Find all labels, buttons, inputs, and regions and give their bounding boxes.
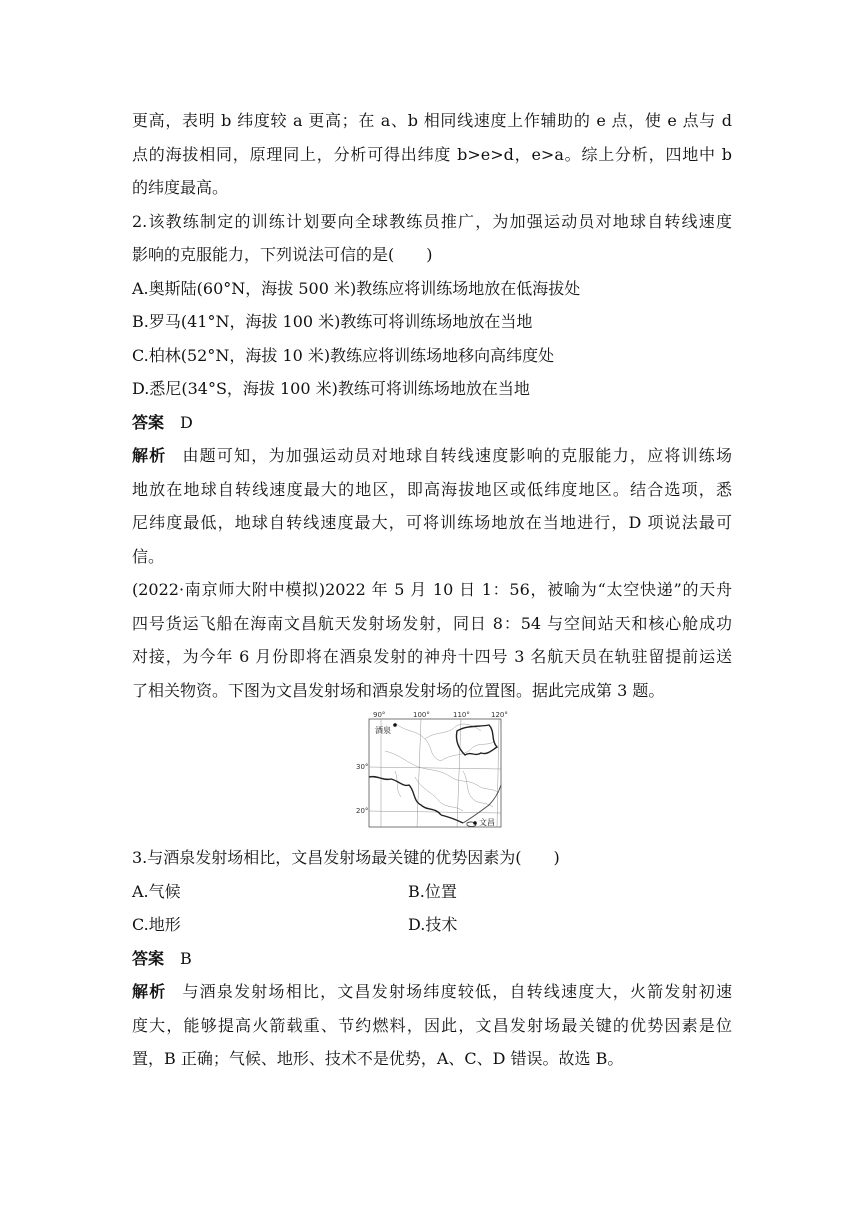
passage-line-1: (2022·南京师大附中模拟)2022 年 5 月 10 日 1：56，被喻为“太空快递”的天舟 (132, 580, 732, 599)
q2-option-b: B.罗马(41°N，海拔 100 米)教练可将训练场地放在当地 (132, 312, 533, 331)
q3-analysis-text-1: 与酒泉发射场相比，文昌发射场纬度较低，自转线速度大，火箭发射初速 (182, 982, 732, 1001)
q2-answer (132, 406, 732, 440)
lon-tick-100: 100° (413, 711, 430, 719)
passage-line-2: 四号货运飞船在海南文昌航天发射场发射，同日 8：54 与空间站天和核心舱成功 (132, 613, 732, 633)
q2-option-a: A.奥斯陆(60°N，海拔 500 米)教练应将训练场地放在低海拔处 (132, 278, 581, 298)
q2-answer-label: 答案 (132, 412, 165, 432)
lat-tick-20: 20° (356, 807, 369, 815)
document-page (132, 104, 732, 1076)
intro-line-3: 的纬度最高。 (132, 178, 229, 197)
q3-analysis-line-3: 置，B 正确；气候、地形、技术不是优势，A、C、D 错误。故选 B。 (132, 1049, 624, 1068)
q2-analysis-label: 解析 (132, 446, 167, 465)
lon-tick-110: 110° (453, 711, 470, 719)
q2-analysis-line-1 (132, 439, 732, 473)
q2-stem-line-2: 影响的克服能力，下列说法可信的是( ) (132, 245, 433, 264)
intro-line-1: 更高，表明 b 纬度较 a 更高；在 a、b 相同线速度上作辅助的 e 点，使 e 点与 d (132, 111, 732, 130)
q3-analysis-label: 解析 (132, 982, 167, 1001)
lon-tick-120: 120° (491, 711, 508, 719)
q3-option-d: D.技术 (408, 915, 458, 934)
q2-answer-value: D (180, 412, 193, 432)
wenchang-marker (473, 821, 477, 825)
q3-stem: 3.与酒泉发射场相比，文昌发射场最关键的优势因素为( ) (132, 848, 560, 867)
q3-analysis-line-2: 度大，能够提高火箭载重、节约燃料，因此，文昌发射场最关键的优势因素是位 (132, 1015, 732, 1035)
q3-option-a: A.气候 (132, 881, 181, 901)
wenchang-label: 文昌 (479, 818, 495, 827)
q3-answer-label: 答案 (132, 948, 165, 968)
launch-site-map (355, 711, 509, 837)
q3-option-b: B.位置 (408, 881, 457, 901)
q2-analysis-line-3: 尼纬度最低，地球自转线速度最大，可将训练场地放在当地进行，D 项说法最可 (132, 513, 732, 532)
q2-option-c: C.柏林(52°N，海拔 10 米)教练应将训练场地移向高纬度处 (132, 345, 555, 365)
jiuquan-marker (393, 723, 397, 727)
q2-analysis-line-4: 信。 (132, 546, 165, 566)
q3-answer (132, 942, 732, 976)
q3-analysis-line-1 (132, 975, 732, 1009)
intro-line-2: 点的海拔相同，原理同上，分析可得出纬度 b>e>d，e>a。综上分析，四地中 b (132, 144, 732, 164)
lon-tick-90: 90° (373, 711, 386, 719)
map-svg (355, 711, 509, 837)
lat-tick-30: 30° (356, 763, 369, 771)
q3-answer-value: B (180, 948, 192, 968)
passage-line-4: 了相关物资。下图为文昌发射场和酒泉发射场的位置图。据此完成第 3 题。 (132, 680, 665, 700)
passage-line-3: 对接，为今年 6 月份即将在酒泉发射的神舟十四号 3 名航天员在轨驻留提前运送 (132, 647, 732, 666)
q3-option-c: C.地形 (132, 915, 181, 934)
jiuquan-label: 酒泉 (375, 726, 391, 735)
q3-options-row-1 (132, 875, 732, 909)
q2-analysis-line-2: 地放在地球自转线速度最大的地区，即高海拔地区或低纬度地区。结合选项，悉 (132, 479, 732, 499)
q2-stem-line-1: 2.该教练制定的训练计划要向全球教练员推广，为加强运动员对地球自转线速度 (132, 211, 732, 231)
q3-options-row-2 (132, 908, 732, 942)
q2-option-d: D.悉尼(34°S，海拔 100 米)教练可将训练场地放在当地 (132, 379, 530, 398)
q2-analysis-text-1: 由题可知，为加强运动员对地球自转线速度影响的克服能力，应将训练场 (182, 446, 732, 465)
launch-site-map-figure (132, 711, 732, 837)
